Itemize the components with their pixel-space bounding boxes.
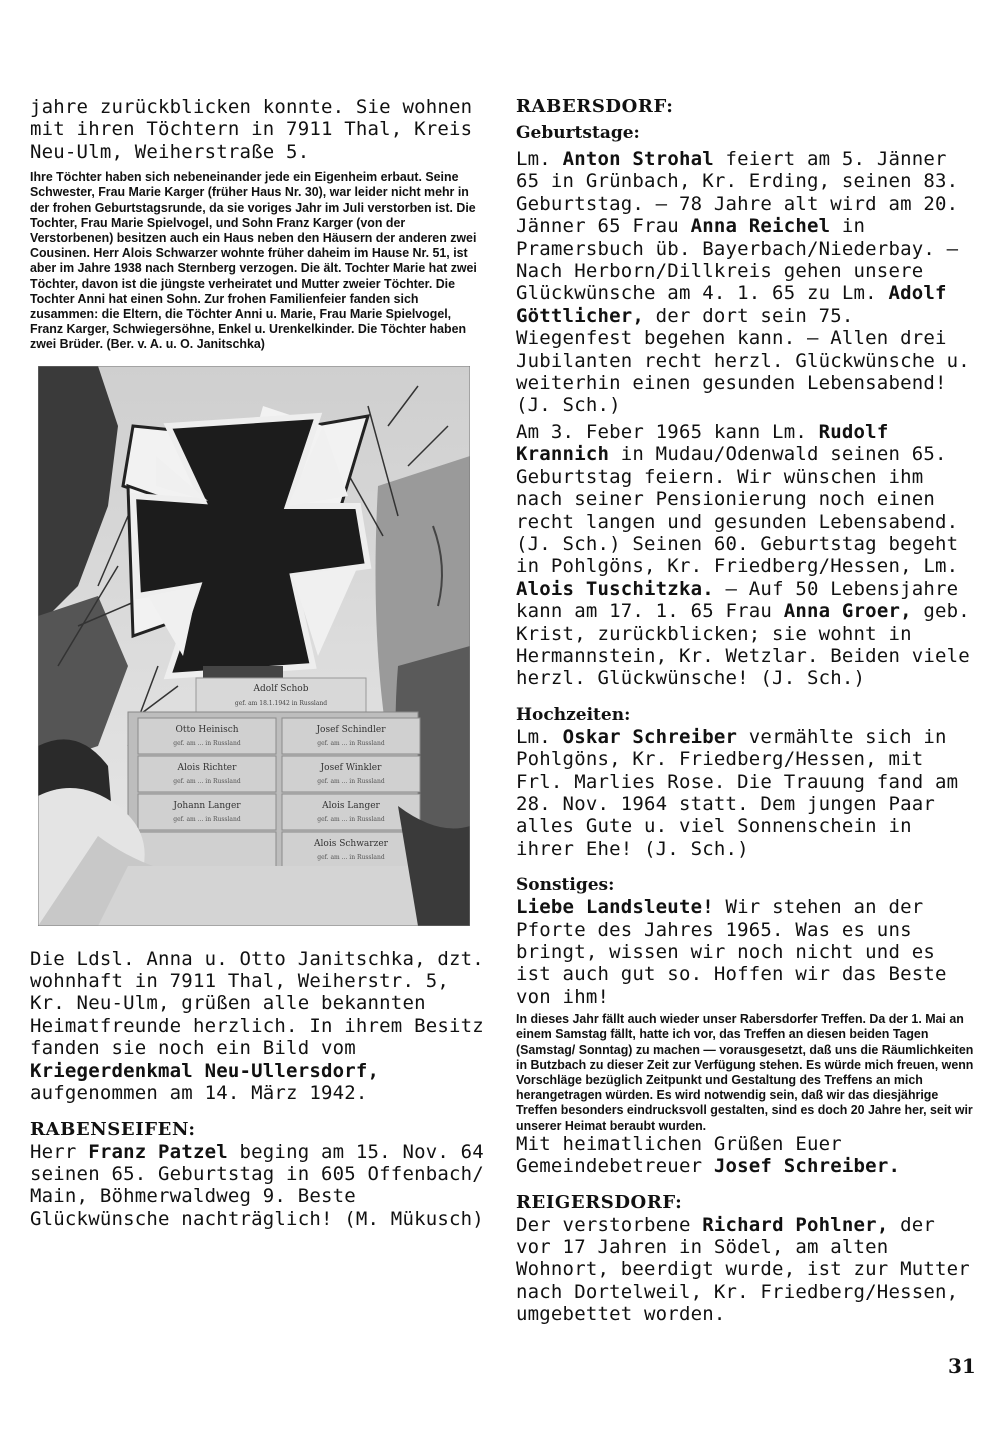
top-plaque (196, 678, 366, 712)
birthday-paragraph-1 (516, 148, 974, 417)
rabenseifen-text-b: beging am 15. Nov. 64 seinen 65. Geburtstag in 605 Offenbach/ Main, Böhmerwaldweg 9. Beste Glückwünsche nachträglich! (M. Mükusch) (30, 1140, 484, 1230)
closing-signature: Josef Schreiber. (713, 1155, 901, 1178)
plaque-tile (282, 718, 420, 754)
reigersdorf-heading: REIGERSDORF: (516, 1191, 683, 1213)
g1-person-2: Anna Reichel (690, 215, 831, 238)
birthday-paragraph-2 (516, 421, 974, 690)
war-memorial-photo (38, 366, 470, 926)
rabenseifen-text-a: Herr (30, 1140, 89, 1163)
plaque-name: Alois Schwarzer (314, 838, 388, 849)
reigersdorf-text-c: der vor 17 Jahren in Södel, am alten Wohnort, beerdigt wurde, ist zur Mutter nach Dortelweil, Kr. Friedberg/Hessen, umgebettet worden. (516, 1213, 970, 1326)
g1-text-e: der dort sein 75. Wiegenfest begehen kann. — Allen drei Jubilanten recht herzl. Glückwünsche u. weiterhin einen gesunden Lebensabend! (J. Sch.) (516, 304, 970, 417)
closing-text: Mit heimatlichen Grüßen Euer Gemeindebetreuer (516, 1132, 842, 1178)
g1-text-c: feiert am 5. Jänner 65 in Grünbach, Kr. Erding, seinen 83. Geburtstag. — 78 Jahre alt wird am 20. Jänner 65 Frau (516, 148, 959, 238)
rabenseifen-paragraph (30, 1141, 486, 1231)
top-plaque-name: Adolf Schob (253, 683, 309, 694)
g1-person-3: Adolf Göttlicher, (516, 282, 947, 327)
plaque-date: gef. am ... in Russland (317, 815, 385, 823)
reigersdorf-text-a: Der verstorbene (516, 1213, 703, 1236)
wedding-paragraph (516, 726, 974, 860)
reigersdorf-paragraph (516, 1214, 974, 1326)
plaque-name: Alois Richter (177, 762, 237, 773)
right-column (516, 96, 974, 1326)
g2-text-d: — Auf 50 Lebensjahre kann am 17. 1. 65 Frau (516, 577, 959, 623)
g2-person-1: Rudolf Krannich (516, 420, 889, 466)
sonstiges-text: Wir stehen an der Pforte des Jahres 1965. Was es uns bringt, wissen wir noch nicht und es ist auch gut so. Hoffen wir das Beste von ihm! (516, 896, 947, 1008)
plaque-date: gef. am ... in Russland (173, 777, 241, 785)
closing-paragraph (516, 1133, 974, 1178)
g2-person-3: Anna Groer, (783, 600, 912, 623)
plaque-tile (282, 756, 420, 792)
plaque-name: Alois Langer (322, 800, 380, 811)
plaque-date: gef. am ... in Russland (173, 739, 241, 747)
rabenseifen-person: Franz Patzel (88, 1140, 228, 1163)
wedding-text-a: Lm. (516, 725, 563, 748)
g1-text-d: in Pramersbuch üb. Bayerbach/Niederbay. — Nach Herborn/Dillkreis gehen unsere Glückwünsche am 4. 1. 65 zu Lm. (516, 215, 959, 305)
top-plaque-date: gef. am 18.1.1942 in Russland (234, 699, 328, 707)
family-report-paragraph: Ihre Töchter haben sich nebeneinander jede ein Eigenheim erbaut. Seine Schwester, Frau Marie Karger (früher Haus Nr. 30), war leider nicht mehr in der frohen Geburtstagsrunde, da sie voriges Jahr im Juli verstorben ist. Die Tochter, Frau Marie Spielvogel, und Sohn Franz Karger (von der Verstorbenen) besitzen auch ein Haus neben den Häusern der anderen zwei Cousinen. Herr Alois Schwarzer wohnte früher daheim im Hause Nr. 51, ist aber im Jahre 1938 nach Sternberg verzogen. Die ält. Tochter Marie hat zwei Töchter, davon ist die jüngste verheiratet und Mutter zweier Töchter. Die Tochter Anni hat einen Sohn. Zur frohen Familienfeier fanden sich zusammen: die Eltern, die Töchter Anni u. Marie, Frau Marie Spielvogel, Franz Karger, Schwiegersöhne, Enkel u. Urenkelkinder. Die Töchter haben zwei Brüder. (Ber. v. A. u. O. Janitschka) (30, 169, 477, 352)
greeting-bold: Liebe Landsleute! (516, 896, 714, 919)
plaque-date: gef. am ... in Russland (317, 853, 385, 861)
plaque-date: gef. am ... in Russland (173, 815, 241, 823)
g2-text-c: in Mudau/Odenwald seinen 65. Geburtstag feiern. Wir wünschen ihm nach seiner Pensionierung noch einen recht langen und gesunden Lebensabend. (J. Sch.) Seinen 60. Geburtstag begeht in Pohlgöns, Kr. Friedberg/Hessen, Lm. (516, 443, 959, 578)
geburtstage-heading: Geburtstage: (516, 123, 640, 143)
g1-person-1: Anton Strohal (562, 148, 714, 170)
plaque-name: Josef Winkler (320, 762, 382, 773)
photo-caption-text-a: Die Ldsl. Anna u. Otto Janitschka, dzt. wohnhaft in 7911 Thal, Weiherstr. 5, Kr. Neu-Ulm, grüßen alle bekannten Heimatfreunde herzlich. In ihrem Besitz fanden sie noch ein Bild vom (30, 947, 484, 1060)
hochzeiten-heading: Hochzeiten: (516, 704, 631, 725)
meeting-announcement: In dieses Jahr fällt auch wieder unser Rabersdorfer Treffen. Da der 1. Mai an einem Samstag fällt, hatte ich vor, das Treffen an diesen beiden Tagen (Samstag/ Sonntag) zu machen — vorausgesetzt, daß uns die Räumlichkeiten in Butzbach zu dieser Zeit zur Verfügung stehen. Es würde mich freuen, wenn Vorschläge bezüglich Zeitpunkt und Gestaltung des Treffens an mich herangetragen würden. Es wird notwendig sein, daß wir das diesjährige Treffen besonders eindrucksvoll gestalten, sind es doch 20 Jahre her, seit wir unserer Heimat beraubt wurden. (516, 1011, 974, 1133)
plaque-tile (282, 832, 420, 868)
sonstiges-paragraph (516, 896, 974, 1008)
plaque-tile (138, 756, 276, 792)
g2-text-e: geb. Krist, zurückblicken; sie wohnt in Hermannstein, Kr. Wetzlar. Beiden viele herzl. Glückwünsche! (J. Sch.) (516, 600, 970, 690)
intro-paragraph: jahre zurückblicken konnte. Sie wohnen mit ihren Töchtern in 7911 Thal, Kreis Neu-Ulm, Weiherstraße 5. (30, 96, 473, 163)
page-number: 31 (948, 1354, 976, 1378)
photo-caption-text-b: aufgenommen am 14. März 1942. (30, 1082, 368, 1105)
plaque-tile (138, 718, 276, 754)
plaque-name: Otto Heinisch (175, 724, 239, 735)
photo-caption (30, 948, 486, 1105)
wedding-text-c: vermählte sich in Pohlgöns, Kr. Friedberg/Hessen, mit Frl. Marlies Rose. Die Trauung fand am 28. Nov. 1964 statt. Dem jungen Paar alles Gute u. viel Sonnenschein in ihrer Ehe! (J. Sch.) (516, 725, 959, 860)
g2-text-a: Am 3. Feber 1965 kann Lm. (516, 420, 819, 443)
plaque-date: gef. am ... in Russland (317, 777, 385, 785)
left-column (30, 96, 486, 1230)
memorial-name: Kriegerdenkmal Neu-Ullersdorf, (30, 1059, 380, 1082)
g2-person-2: Alois Tuschitzka. (516, 577, 714, 600)
plaque-tile (138, 794, 276, 830)
wedding-person: Oskar Schreiber (562, 725, 738, 748)
plaque-name: Johann Langer (173, 800, 241, 811)
rabersdorf-heading: RABERSDORF: (516, 96, 674, 117)
war-memorial-photo-image (38, 366, 470, 926)
plaque-tile (138, 832, 276, 868)
sonstiges-heading: Sonstiges: (516, 875, 615, 896)
g1-text-a: Lm. (516, 148, 563, 170)
rabenseifen-heading: RABENSEIFEN: (30, 1118, 196, 1140)
plaque-date: gef. am ... in Russland (317, 739, 385, 747)
reigersdorf-person: Richard Pohlner, (702, 1213, 889, 1236)
plaque-name: Josef Schindler (316, 724, 386, 735)
